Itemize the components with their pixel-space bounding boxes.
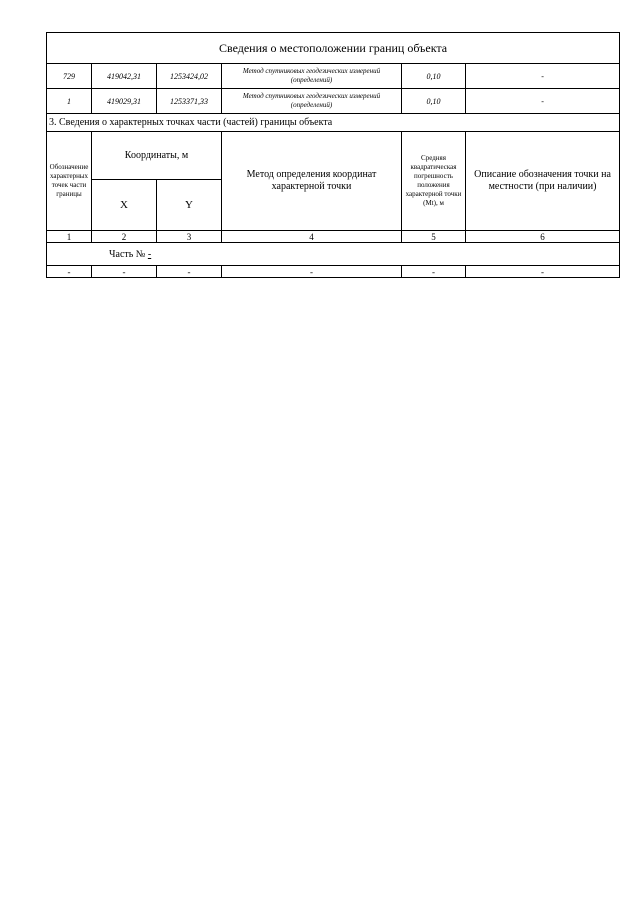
- empty-cell: -: [157, 266, 222, 278]
- header-designation: Обозначение характерных точек части границы: [47, 132, 92, 231]
- table-row: [47, 64, 620, 89]
- header-description: Описание обозначения точки на местности (при наличии): [466, 132, 620, 231]
- doc-title: Сведения о местоположении границ объекта: [47, 33, 620, 64]
- part-row: [47, 243, 620, 266]
- section-title: 3. Сведения о характерных точках части (частей) границы объекта: [47, 114, 620, 132]
- point-method: Метод спутниковых геодезических измерений (определений): [222, 64, 402, 89]
- point-error: 0,10: [402, 89, 466, 114]
- header-y: Y: [157, 180, 222, 231]
- column-number: 5: [402, 231, 466, 243]
- part-cell: [47, 243, 620, 266]
- point-description: -: [466, 64, 620, 89]
- empty-cell: -: [47, 266, 92, 278]
- table-row: [47, 266, 620, 278]
- column-numbers-row: [47, 231, 620, 243]
- document-page: [46, 32, 619, 278]
- header-x: X: [92, 180, 157, 231]
- column-number: 6: [466, 231, 620, 243]
- empty-cell: -: [92, 266, 157, 278]
- header-error: Средняя квадратическая погрешность положения характерной точки (Mt), м: [402, 132, 466, 231]
- point-method: Метод спутниковых геодезических измерений (определений): [222, 89, 402, 114]
- column-number: 4: [222, 231, 402, 243]
- point-y: 1253424,02: [157, 64, 222, 89]
- point-description: -: [466, 89, 620, 114]
- column-number: 2: [92, 231, 157, 243]
- part-label: Часть №: [109, 248, 146, 260]
- header-method: Метод определения координат характерной точки: [222, 132, 402, 231]
- column-number: 3: [157, 231, 222, 243]
- header-coordinates: Координаты, м: [92, 132, 222, 180]
- part-number: -: [147, 248, 152, 260]
- point-name: 729: [47, 64, 92, 89]
- point-error: 0,10: [402, 64, 466, 89]
- point-name: 1: [47, 89, 92, 114]
- column-number: 1: [47, 231, 92, 243]
- empty-cell: -: [402, 266, 466, 278]
- table-row: [47, 89, 620, 114]
- empty-cell: -: [222, 266, 402, 278]
- point-y: 1253371,33: [157, 89, 222, 114]
- empty-cell: -: [466, 266, 620, 278]
- point-x: 419029,31: [92, 89, 157, 114]
- boundary-table: [46, 32, 620, 278]
- point-x: 419042,31: [92, 64, 157, 89]
